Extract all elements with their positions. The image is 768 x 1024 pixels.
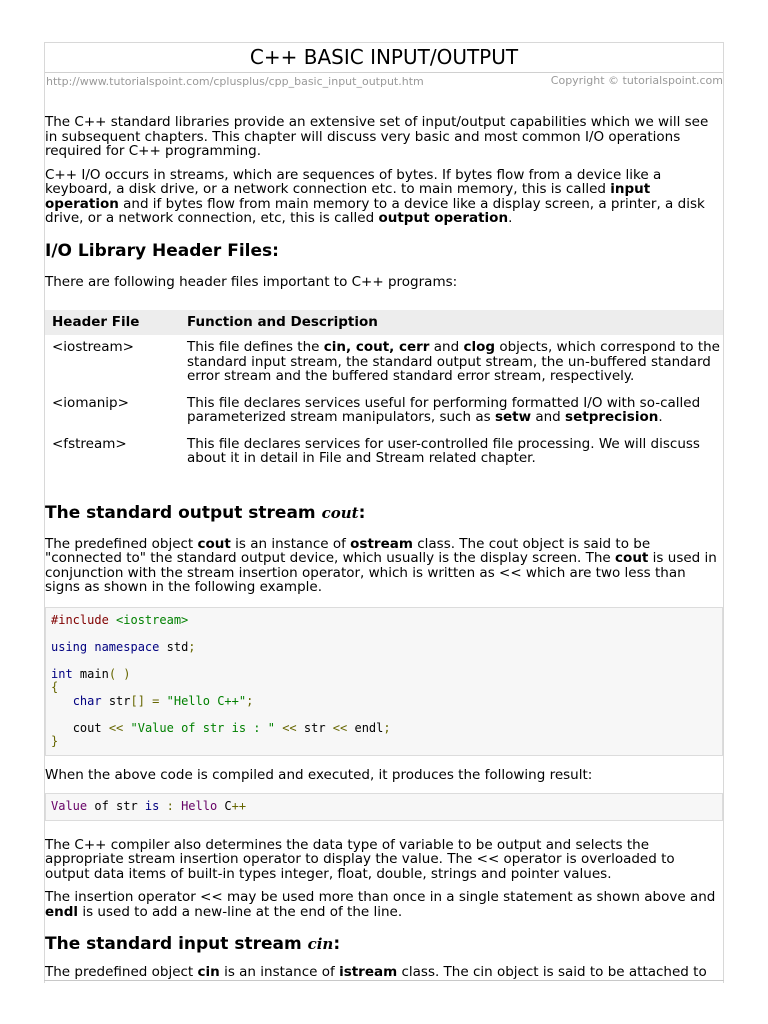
bold-term: ostream <box>350 535 413 552</box>
code-token: #include <box>51 612 109 627</box>
header-files-table <box>45 310 723 473</box>
intro-paragraph-1: The C++ standard libraries provide an extensive set of input/output capabilities which we will see in subsequent chapters. This chapter will discuss very basic and most common I/O operations required for C++ programming. <box>45 114 709 159</box>
output-block <box>45 793 723 821</box>
section-heading-headers: I/O Library Header Files: <box>45 240 279 261</box>
page-bottom-rule <box>44 980 724 981</box>
code-token: str <box>101 693 131 708</box>
heading-code-word: cout <box>321 503 359 522</box>
bold-term: cout <box>197 535 231 552</box>
table-cell-description <box>180 335 723 391</box>
bold-term: cout <box>615 550 649 566</box>
section-heading-cout <box>45 502 723 524</box>
code-token: << <box>332 720 348 735</box>
source-url[interactable]: http://www.tutorialspoint.com/cplusplus/cpp_basic_input_output.htm <box>46 75 424 88</box>
table-cell-description: This file declares services for user-controlled file processing. We will discuss about it in detail in File and Stream related chapter. <box>187 435 700 466</box>
text: The predefined object <box>45 535 198 552</box>
table-cell-file: <iostream> <box>52 339 134 355</box>
code-token: namespace <box>94 639 160 654</box>
bold-term: istream <box>339 964 398 980</box>
cin-paragraph-1 <box>45 965 723 980</box>
code-token: char <box>72 693 102 708</box>
heading-text: : <box>333 934 341 954</box>
code-token: str <box>296 720 333 735</box>
heading-text: The standard input stream <box>45 934 308 954</box>
article-body <box>45 115 723 989</box>
text: is used to add a new-line at the end of the line. <box>78 903 403 920</box>
code-token: ; <box>246 693 254 708</box>
bold-term: setprecision <box>565 409 659 425</box>
table-cell-file: <fstream> <box>52 435 127 452</box>
text: The insertion operator << may be used more than once in a single statement as shown above and <box>45 889 716 905</box>
table-row <box>45 335 723 391</box>
table-row <box>45 432 723 473</box>
bold-term: input operation <box>45 181 651 212</box>
code-token: "Hello C++" <box>159 693 247 708</box>
headers-intro-text: There are following header files important to C++ programs: <box>45 273 458 290</box>
text: is an instance of <box>219 964 340 980</box>
code-token: << <box>274 720 297 735</box>
table-cell-file: <iomanip> <box>52 394 129 411</box>
result-intro-text: When the above code is compiled and executed, it produces the following result: <box>45 766 593 783</box>
code-token: of str <box>87 799 145 813</box>
code-token: is <box>144 799 160 813</box>
bold-term: cin <box>197 964 220 980</box>
text: is an instance of <box>230 535 351 552</box>
bold-term: clog <box>463 339 496 355</box>
title-divider <box>45 72 723 73</box>
section-heading-cin <box>45 933 723 955</box>
bold-term: setw <box>494 409 532 425</box>
intro-paragraph-2 <box>45 168 723 226</box>
code-token: ; <box>188 639 196 654</box>
text: objects, which correspond to the standard input stream, the standard output stream, the un-buffered standard error stream and the buffered standard error stream, respectively. <box>187 339 720 384</box>
cout-paragraph-1 <box>45 537 723 595</box>
text: . <box>658 409 663 425</box>
code-token: Hello <box>181 799 218 813</box>
bold-term: cin, cout, cerr <box>323 339 430 355</box>
text: class. The cin object is said to be attached to <box>397 964 707 980</box>
code-example-block <box>45 607 723 756</box>
bold-term: endl <box>45 903 79 920</box>
text: This file declares services useful for performing formatted I/O with so-called parameterized stream manipulators, such as <box>187 394 701 425</box>
code-token: { <box>51 680 59 694</box>
code-token: } <box>51 734 59 748</box>
column-header-file: Header File <box>45 310 180 335</box>
code-token: std <box>159 639 189 654</box>
table-header-row <box>45 310 723 335</box>
text: class. The cout object is said to be "connected to" the standard output device, which usually is the display screen. The <box>45 535 651 566</box>
heading-text: : <box>358 502 366 523</box>
text: . <box>508 210 513 226</box>
column-header-description: Function and Description <box>180 310 723 335</box>
code-token: main <box>72 666 109 681</box>
text: and if bytes flow from main memory to a device like a display screen, a printer, a disk drive, or a network connection, etc, this is called <box>45 195 705 226</box>
code-token: : <box>159 799 182 813</box>
code-token: "Value of str is : " <box>123 720 275 735</box>
code-token: ( ) <box>108 666 131 681</box>
text: This file defines the <box>187 339 324 355</box>
text: The predefined object <box>45 964 198 980</box>
code-token: int <box>51 666 73 681</box>
code-token: C <box>217 799 232 813</box>
code-token: <iostream> <box>108 612 189 627</box>
text: and <box>429 339 464 355</box>
table-row <box>45 391 723 432</box>
bold-term: output operation <box>378 210 509 226</box>
text: C++ I/O occurs in streams, which are sequences of bytes. If bytes flow from a device like a keyboard, a disk drive, or a network connection etc. to main memory, this is called <box>45 166 662 197</box>
copyright-notice: Copyright © tutorialspoint.com <box>550 74 723 87</box>
code-token: using <box>51 639 88 654</box>
document-page <box>44 42 724 983</box>
cout-paragraph-3 <box>45 890 723 919</box>
code-token: Value <box>51 799 88 813</box>
text: and <box>531 409 566 425</box>
table-cell-description <box>180 391 723 432</box>
code-token: [] = <box>130 693 160 708</box>
text: is used in conjunction with the stream insertion operator, which is written as << which are two less than signs as shown in the following example. <box>45 550 717 595</box>
code-token: ++ <box>231 799 247 813</box>
heading-text: The standard output stream <box>45 502 322 523</box>
page-title: C++ BASIC INPUT/OUTPUT <box>249 45 519 69</box>
code-token: endl <box>347 720 384 735</box>
code-token: cout <box>72 720 109 735</box>
cout-paragraph-2: The C++ compiler also determines the data type of variable to be output and selects the appropriate stream insertion operator to display the value. The << operator is overloaded to output data items of built-in types integer, float, double, strings and pointer values. <box>45 836 675 882</box>
code-token: << <box>108 720 124 735</box>
code-token: ; <box>383 720 391 735</box>
heading-code-word: cin <box>307 935 334 953</box>
